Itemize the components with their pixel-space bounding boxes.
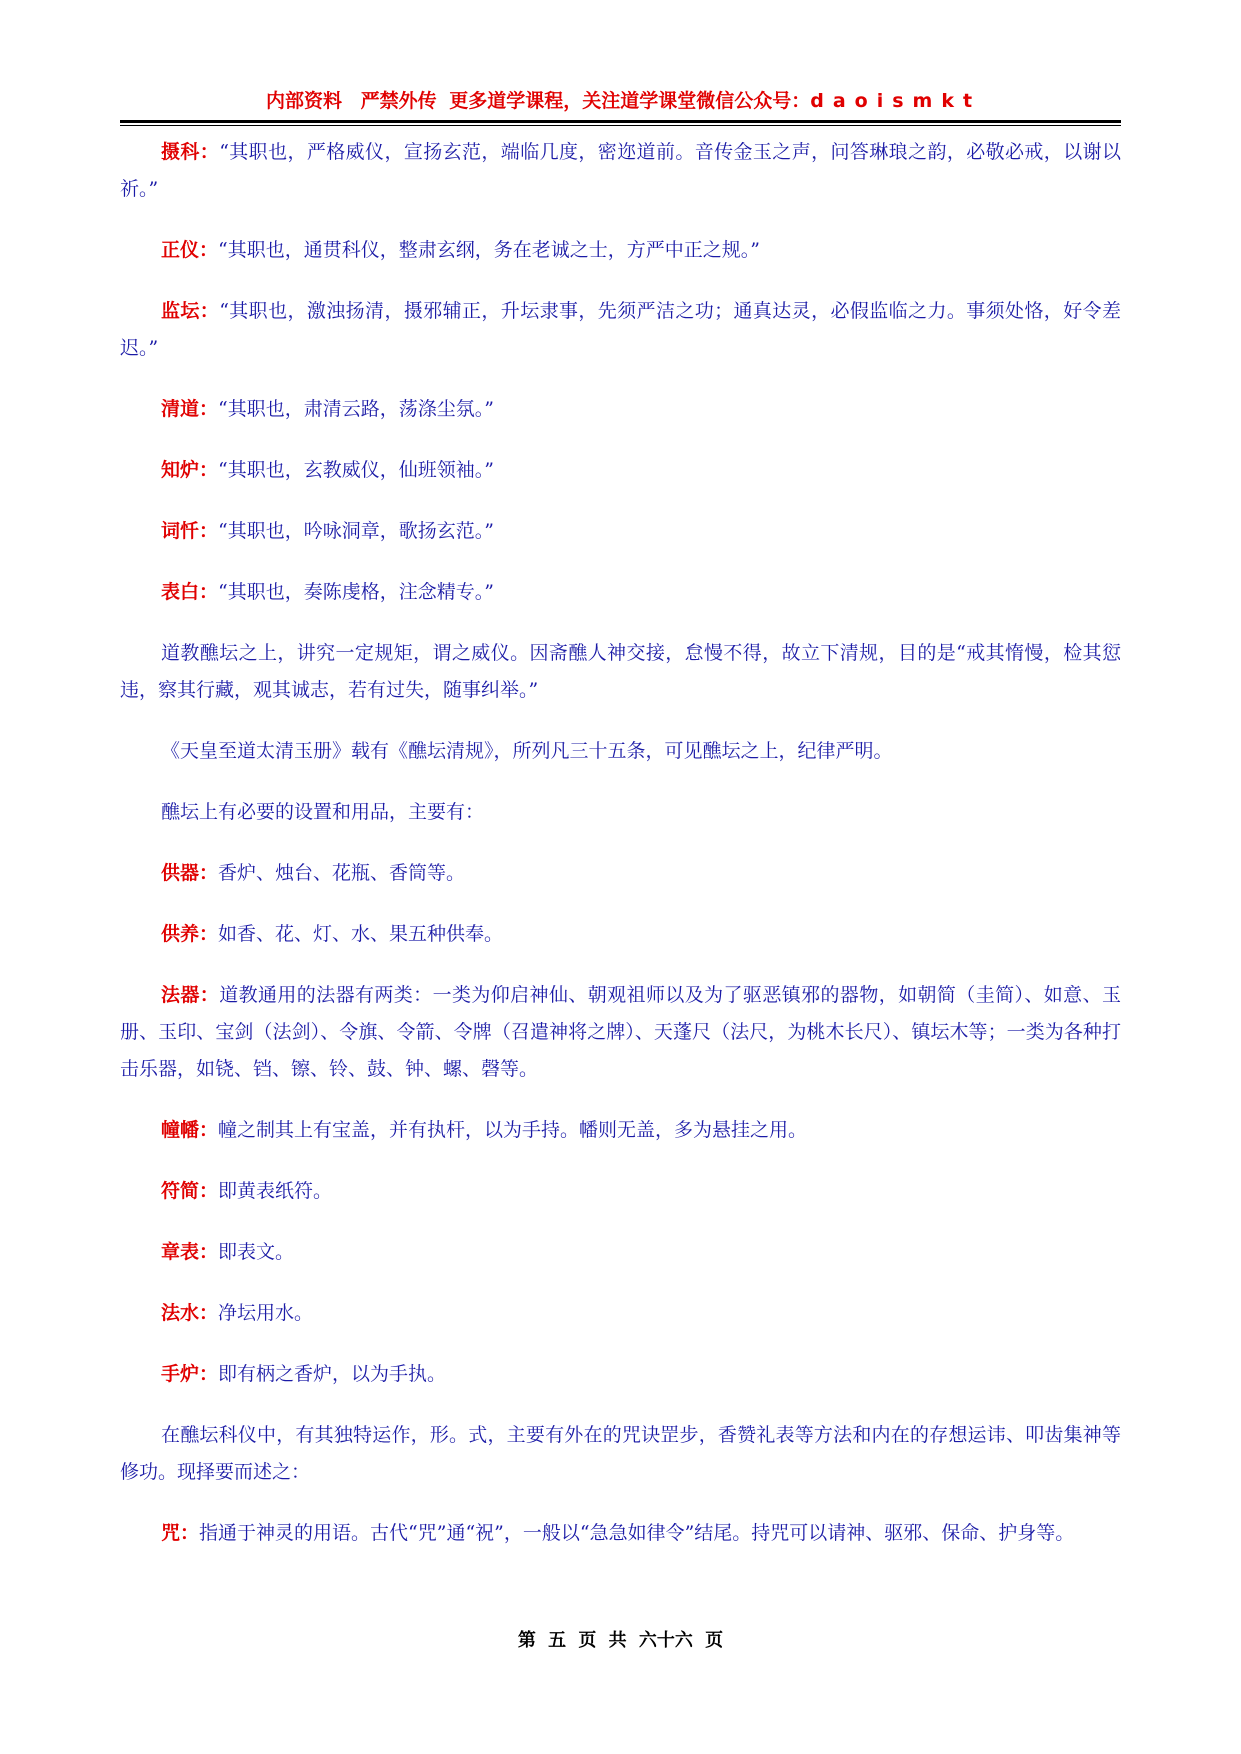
body-content [120, 134, 1121, 1576]
paragraph-text: 幢之制其上有宝盖，并有执杆，以为手持。幡则无盖，多为悬挂之用。 [218, 1119, 808, 1141]
header-internal-label: 内部资料 [265, 90, 342, 112]
paragraph-text: 香炉、烛台、花瓶、香筒等。 [218, 862, 466, 884]
paragraph-text: 即表文。 [218, 1241, 295, 1263]
paragraph-text: 在醮坛科仪中，有其独特运作，形。式，主要有外在的咒诀罡步，香赞礼表等方法和内在的存想运讳、叩齿集神等修功。现择要而述之： [120, 1424, 1121, 1483]
term-label: 词忏： [161, 520, 219, 542]
paragraph [120, 1112, 1121, 1149]
paragraph-text: 即有柄之香炉，以为手执。 [218, 1363, 447, 1385]
term-label: 幢幡： [161, 1119, 219, 1141]
paragraph [120, 391, 1121, 428]
paragraph [120, 977, 1121, 1088]
paragraph-text: 醮坛上有必要的设置和用品，主要有： [161, 801, 485, 823]
paragraph [120, 232, 1121, 269]
paragraph [120, 1234, 1121, 1271]
term-label: 摄科： [161, 141, 220, 163]
paragraph [120, 1295, 1121, 1332]
header-rule-thick [120, 120, 1121, 123]
paragraph-text: “其职也，吟咏洞章，歌扬玄范。” [218, 520, 494, 542]
term-label: 供养： [161, 923, 219, 945]
paragraph-text: 即黄表纸符。 [218, 1180, 333, 1202]
term-label: 法器： [161, 984, 220, 1006]
paragraph-text: 如香、花、灯、水、果五种供奉。 [218, 923, 504, 945]
paragraph [120, 794, 1121, 831]
term-label: 知炉： [161, 459, 219, 481]
paragraph [120, 134, 1121, 208]
term-label: 监坛： [161, 300, 220, 322]
term-label: 咒： [161, 1522, 200, 1544]
paragraph-text: “其职也，肃清云路，荡涤尘氛。” [218, 398, 494, 420]
term-label: 法水： [161, 1302, 219, 1324]
paragraph-text: 净坛用水。 [218, 1302, 314, 1324]
paragraph [120, 293, 1121, 367]
header-confidential-label: 严禁外传 [360, 90, 437, 112]
paragraph-text: “其职也，奏陈虔格，注念精专。” [218, 581, 494, 603]
paragraph [120, 1417, 1121, 1491]
term-label: 正仪： [161, 239, 219, 261]
paragraph-text: “其职也，玄教威仪，仙班领袖。” [218, 459, 494, 481]
term-label: 章表： [161, 1241, 219, 1263]
paragraph [120, 1173, 1121, 1210]
header-promo-text: 更多道学课程，关注道学课堂微信公众号： [449, 90, 811, 112]
term-label: 供器： [161, 862, 219, 884]
header-rule-thin [120, 125, 1121, 126]
paragraph [120, 1515, 1121, 1552]
paragraph-text: 指通于神灵的用语。古代“咒”通“祝”，一般以“急急如律令”结尾。持咒可以请神、驱邪、保命、护身等。 [199, 1522, 1075, 1544]
page-footer: 第 五 页 共 六十六 页 [517, 1630, 724, 1651]
header-wechat-id: daoismkt [810, 90, 982, 112]
term-label: 清道： [161, 398, 219, 420]
term-label: 表白： [161, 581, 219, 603]
paragraph-text: 《天皇至道太清玉册》载有《醮坛清规》，所列凡三十五条，可见醮坛之上，纪律严明。 [161, 740, 893, 762]
paragraph [120, 916, 1121, 953]
paragraph [120, 574, 1121, 611]
page-header [120, 88, 1121, 114]
paragraph [120, 855, 1121, 892]
paragraph [120, 635, 1121, 709]
paragraph-text: “其职也，激浊扬清，摄邪辅正，升坛隶事，先须严洁之功；通真达灵，必假监临之力。事须处恪，好令差迟。” [120, 300, 1121, 359]
term-label: 手炉： [161, 1363, 219, 1385]
paragraph-text: 道教通用的法器有两类：一类为仰启神仙、朝观祖师以及为了驱恶镇邪的器物，如朝简（圭简）、如意、玉册、玉印、宝剑（法剑）、令旗、令箭、令牌（召遣神将之牌）、天蓬尺（法尺，为桃木长尺）、镇坛木等；一类为各种打击乐器，如铙、铛、镲、铃、鼓、钟、螺、磬等。 [120, 984, 1121, 1080]
paragraph [120, 1356, 1121, 1393]
paragraph-text: “其职也，严格威仪，宣扬玄范，端临几度，密迩道前。音传金玉之声，问答琳琅之韵，必敬必戒，以谢以祈。” [120, 141, 1121, 200]
paragraph-text: 道教醮坛之上，讲究一定规矩，谓之威仪。因斋醮人神交接，怠慢不得，故立下清规，目的是“戒其惰慢，检其愆违，察其行藏，观其诚志，若有过失，随事纠举。” [120, 642, 1121, 701]
paragraph [120, 733, 1121, 770]
paragraph [120, 513, 1121, 550]
paragraph [120, 452, 1121, 489]
paragraph-text: “其职也，通贯科仪，整肃玄纲，务在老诚之士，方严中正之规。” [218, 239, 760, 261]
term-label: 符简： [161, 1180, 219, 1202]
